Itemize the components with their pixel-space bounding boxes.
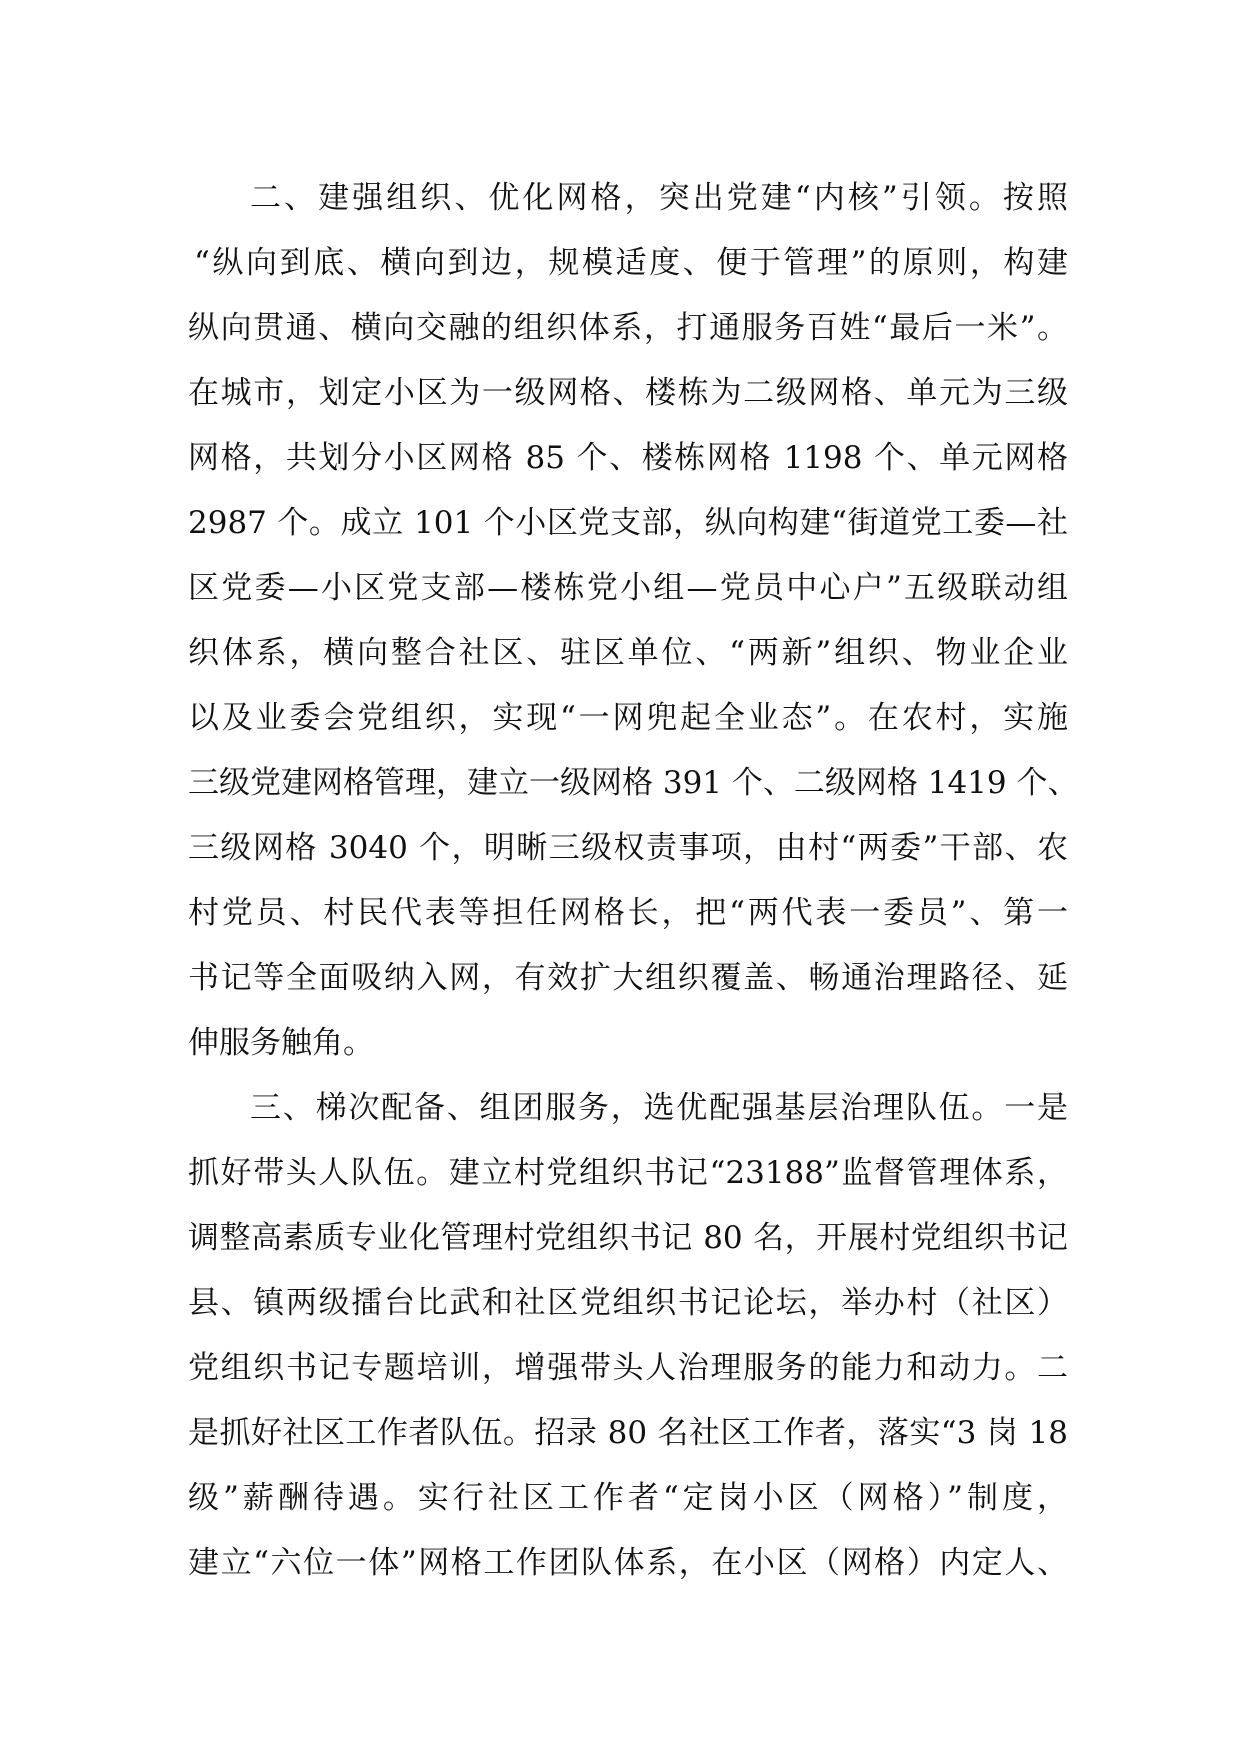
paragraph-3-line-5: 党组织书记专题培训，增强带头人治理服务的能力和动力。二 — [188, 1350, 1068, 1386]
paragraph-3-line-8: 建立“六位一体”网格工作团队体系，在小区（网格）内定人、 — [188, 1545, 1068, 1581]
paragraph-3-line-3: 调整高素质专业化管理村党组织书记 80 名，开展村党组织书记 — [188, 1220, 1068, 1256]
paragraph-3-line-4: 县、镇两级擂台比武和社区党组织书记论坛，举办村（社区） — [188, 1285, 1068, 1321]
paragraph-2-line-7: 区党委—小区党支部—楼栋党小组—党员中心户”五级联动组 — [188, 570, 1068, 606]
paragraph-2-line-3: 纵向贯通、横向交融的组织体系，打通服务百姓“最后一米”。 — [188, 310, 1068, 346]
paragraph-2-line-6: 2987 个。成立 101 个小区党支部，纵向构建“街道党工委—社 — [188, 505, 1068, 541]
paragraph-3-line-2: 抓好带头人队伍。建立村党组织书记“23188”监督管理体系， — [188, 1155, 1068, 1191]
paragraph-3-line-7: 级”薪酬待遇。实行社区工作者“定岗小区（网格）”制度， — [188, 1480, 1068, 1516]
paragraph-2-line-8: 织体系，横向整合社区、驻区单位、“两新”组织、物业企业 — [188, 635, 1068, 671]
paragraph-2-line-4: 在城市，划定小区为一级网格、楼栋为二级网格、单元为三级 — [188, 375, 1068, 411]
paragraph-2-line-2: “纵向到底、横向到边，规模适度、便于管理”的原则，构建 — [194, 245, 1068, 281]
paragraph-2-line-14: 伸服务触角。 — [188, 1025, 374, 1061]
paragraph-2-line-11: 三级网格 3040 个，明晰三级权责事项，由村“两委”干部、农 — [188, 830, 1068, 866]
document-body — [188, 166, 1079, 1596]
paragraph-2-line-13: 书记等全面吸纳入网，有效扩大组织覆盖、畅通治理路径、延 — [188, 960, 1068, 996]
paragraph-2-line-1: 二、建强组织、优化网格，突出党建“内核”引领。按照 — [250, 180, 1068, 216]
paragraph-3-line-6: 是抓好社区工作者队伍。招录 80 名社区工作者，落实“3 岗 18 — [188, 1415, 1068, 1451]
paragraph-2-line-9: 以及业委会党组织，实现“一网兜起全业态”。在农村，实施 — [188, 700, 1068, 736]
paragraph-3-line-1: 三、梯次配备、组团服务，选优配强基层治理队伍。一是 — [250, 1090, 1068, 1126]
paragraph-2-line-10: 三级党建网格管理，建立一级网格 391 个、二级网格 1419 个、 — [188, 765, 1079, 801]
paragraph-2-line-12: 村党员、村民代表等担任网格长，把“两代表一委员”、第一 — [188, 895, 1068, 931]
paragraph-2-line-5: 网格，共划分小区网格 85 个、楼栋网格 1198 个、单元网格 — [188, 440, 1068, 476]
